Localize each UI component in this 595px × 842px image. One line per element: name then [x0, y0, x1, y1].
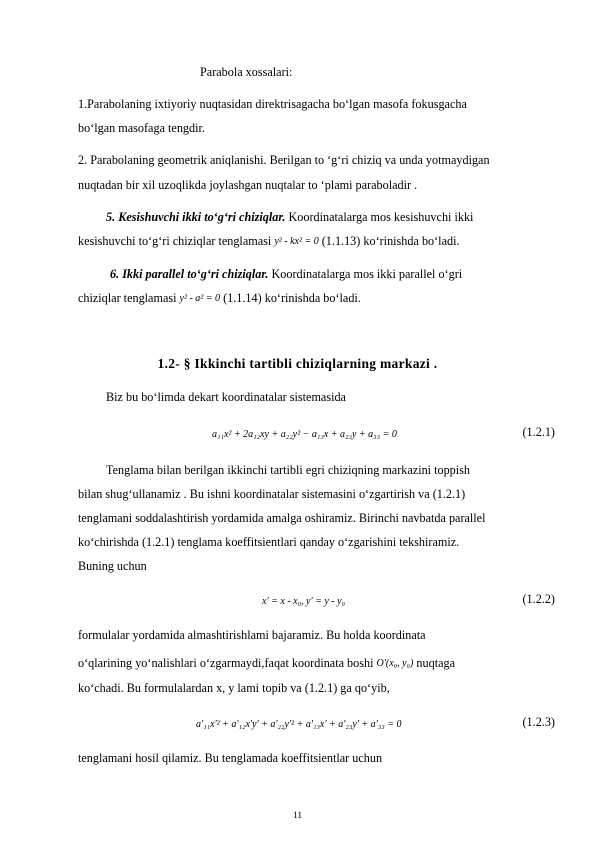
property-5-lead: 5. Kesishuvchi ikki to‘g‘ri chiziqlar.: [106, 210, 286, 224]
paragraph-9-line-2: [78, 655, 455, 672]
equation-1-2-1: a₁₁x² + 2a₁₂xy + a₂₂y² − a₁₃x + a₂₃y + a₃₃ = 0: [212, 429, 397, 440]
title-line: Parabola xossalari:: [200, 65, 293, 79]
property-6-line-1: [110, 266, 462, 282]
paragraph-8-line-3: tenglamani soddalashtirish yordamida amalga oshiramiz. Birinchi navbatda parallel: [78, 511, 486, 525]
property-2-line-1: 2. Parabolaning geometrik aniqlanishi. Berilgan to ‘g‘ri chiziq va unda yotmaydigan: [78, 153, 490, 167]
paragraph-9-text: o‘qlarining yo‘nalishlari o‘zgarmaydi,faqat koordinata boshi: [78, 656, 374, 670]
equation-number-1-2-2: (1.2.2): [522, 592, 555, 606]
property-6-line-2: [78, 290, 361, 307]
property-6-text-end: (1.1.14) ko‘rinishda bo‘ladi.: [220, 291, 361, 305]
property-5-text-end: (1.1.13) ko‘rinishda bo‘ladi.: [318, 234, 460, 248]
equation-number-1-2-1: (1.2.1): [522, 425, 555, 439]
paragraph-9-line-1: formulalar yordamida almashtirishlami bajaramiz. Bu holda koordinata: [78, 628, 426, 642]
property-5-line-1: [106, 209, 473, 225]
page-number: 11: [292, 811, 303, 821]
paragraph-8-line-1: Tenglama bilan berilgan ikkinchi tartibli egri chiziqning markazini toppish: [106, 463, 470, 477]
paragraph-9-text-end: nuqtaga: [413, 656, 456, 670]
property-5-rest: Koordinatalarga mos kesishuvchi ikki: [285, 210, 474, 224]
paragraph-8-line-4: ko‘chirishda (1.2.1) tenglama koeffitsientlari qanday o‘zgarishini tekshiramiz.: [78, 535, 460, 549]
property-1-line-2: bo‘lgan masofaga tengdir.: [78, 121, 205, 135]
formula-1-1-14: y² - a² = 0: [179, 293, 221, 305]
property-6-lead: 6. Ikki parallel to‘g‘ri chiziqlar.: [110, 267, 269, 281]
section-heading: 1.2- § Ikkinchi tartibli chiziqlarning markazi .: [157, 356, 438, 371]
formula-1-1-13: y² - kx² = 0: [274, 236, 319, 248]
paragraph-10: tenglamani hosil qilamiz. Bu tenglamada koeffitsientlar uchun: [78, 751, 383, 765]
intro-line: Biz bu bo‘limda dekart koordinatalar sistemasida: [106, 390, 346, 404]
equation-number-1-2-3: (1.2.3): [522, 715, 555, 729]
paragraph-8-line-5: Buning uchun: [78, 559, 147, 573]
property-1-line-1: 1.Parabolaning ixtiyoriy nuqtasidan direktrisagacha bo‘lgan masofa fokusgacha: [78, 97, 467, 111]
property-5-text: kesishuvchi to‘g‘ri chiziqlar tenglamasi: [78, 234, 272, 248]
formula-origin: O'(x₀, y₀): [376, 658, 414, 670]
property-5-line-2: [78, 233, 460, 250]
paragraph-9-line-3: ko‘chadi. Bu formulalardan x, y lami topib va (1.2.1) ga qo‘yib,: [78, 681, 390, 695]
paragraph-8-line-2: bilan shug‘ullanamiz . Bu ishni koordinatalar sistemasini o‘zgartirish va (1.2.1): [78, 487, 466, 501]
property-6-text: chiziqlar tenglamasi: [78, 291, 177, 305]
equation-1-2-2: x' = x - x₀, y' = y - y₀: [262, 596, 346, 607]
property-6-rest: Koordinatalarga mos ikki parallel o‘gri: [268, 267, 463, 281]
property-2-line-2: nuqtadan bir xil uzoqlikda joylashgan nuqtalar to ‘plami paraboladir .: [78, 178, 418, 192]
equation-1-2-3: a'₁₁x'² + a'₁₂x'y' + a'₂₂y'² + a'₁₃x' + a'₂₃y' + a'₃₃ = 0: [196, 719, 402, 730]
